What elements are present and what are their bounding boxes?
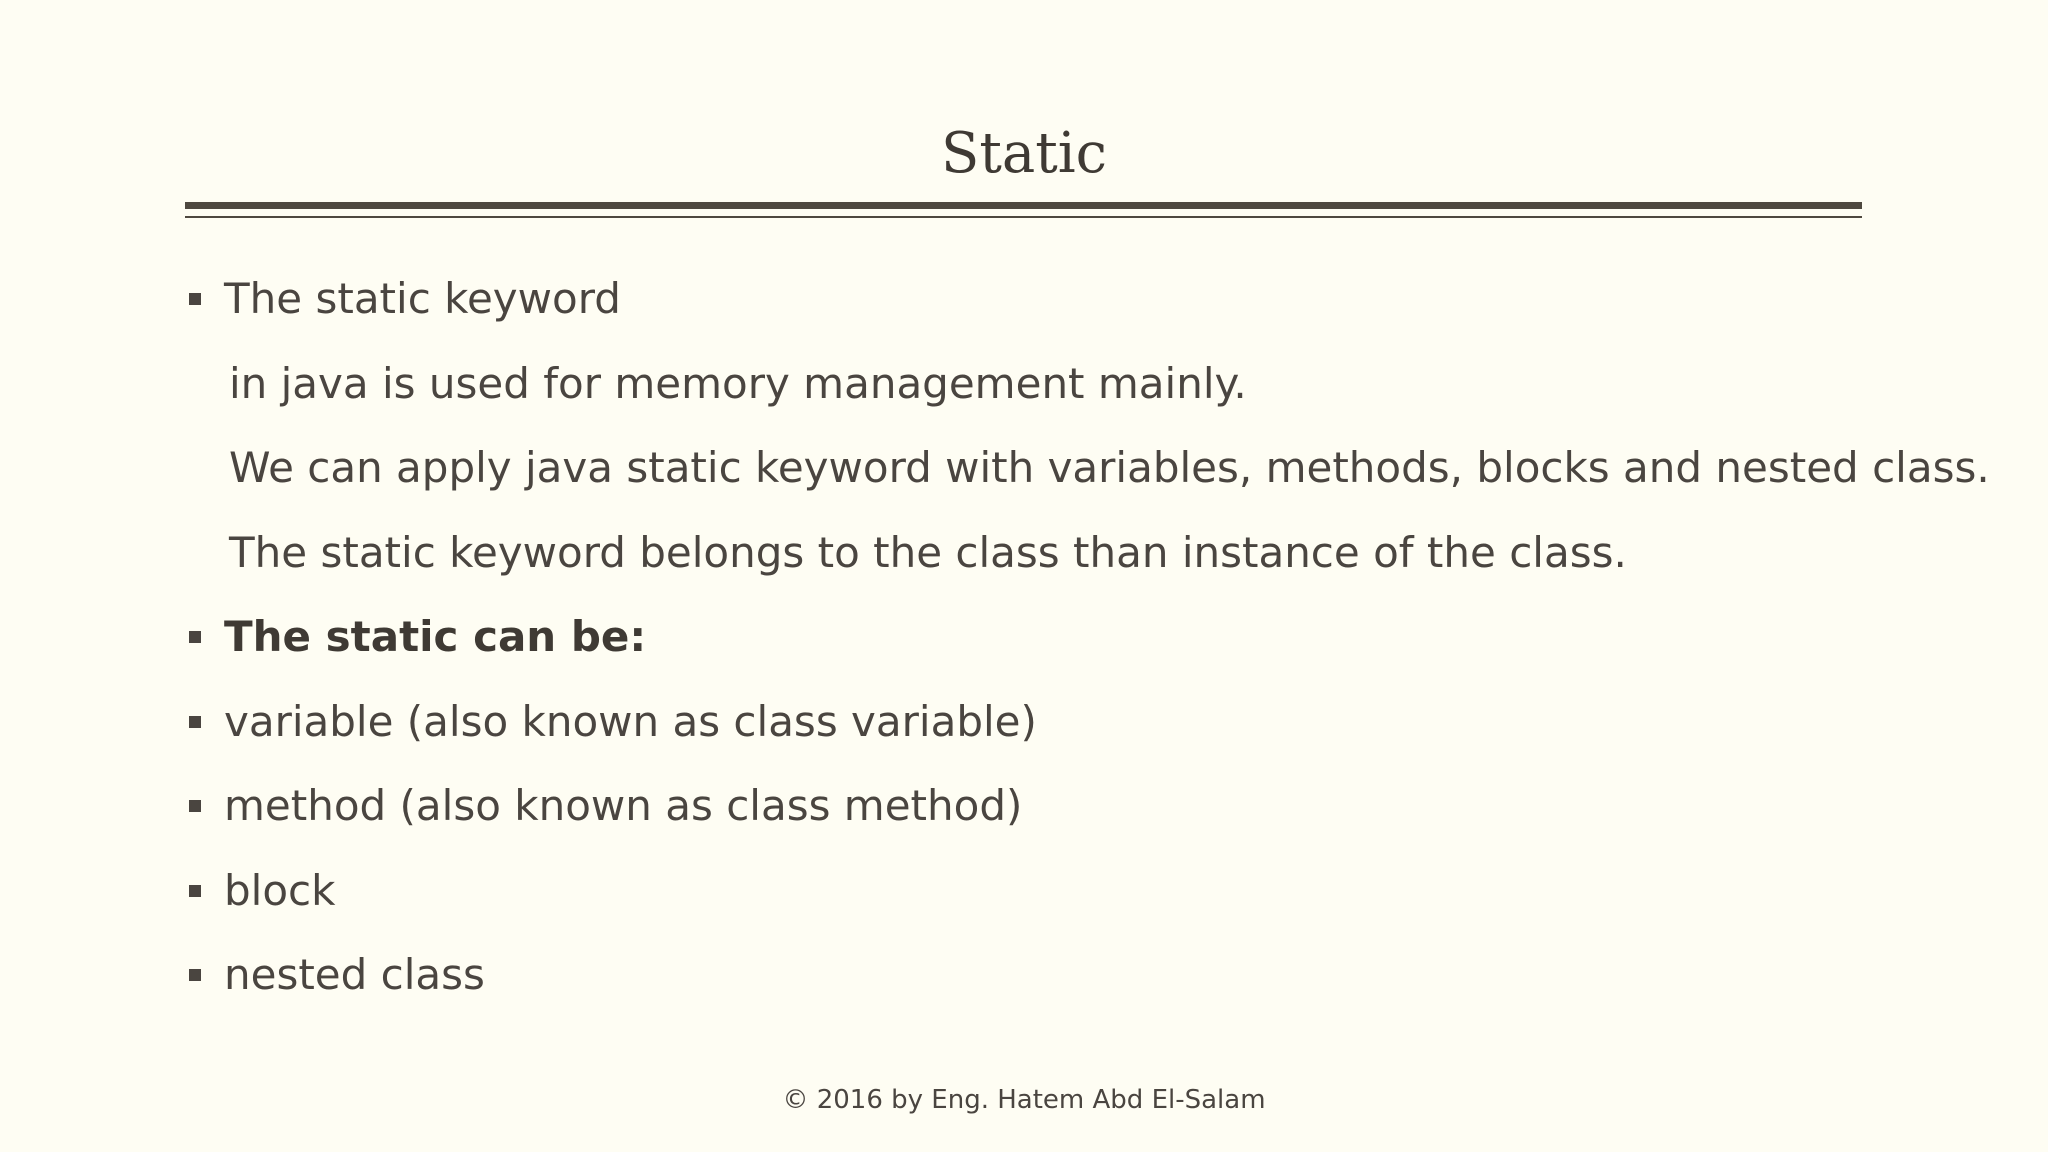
list-item-text: in java is used for memory management mainly. (229, 358, 1247, 408)
list-item-text: We can apply java static keyword with variables, methods, blocks and nested class. (229, 443, 1990, 492)
list-item (185, 856, 1885, 941)
title-rule-thin (185, 216, 1862, 218)
list-item-text: block (224, 865, 336, 915)
list-item (185, 940, 1885, 1025)
slide-title: Static (940, 121, 1108, 186)
list-item (185, 771, 1885, 856)
list-item-text: The static can be: (224, 612, 647, 661)
square-bullet-icon (189, 800, 201, 812)
slide-footer: © 2016 by Eng. Hatem Abd El-Salam (782, 1085, 1266, 1115)
list-item-continuation (185, 518, 1885, 603)
square-bullet-icon (189, 293, 201, 305)
square-bullet-icon (189, 716, 201, 728)
square-bullet-icon (189, 969, 201, 981)
list-item-continuation (185, 433, 1990, 518)
list-item-text: variable (also known as class variable) (224, 696, 1037, 746)
list-item-continuation (185, 349, 1885, 434)
list-item (185, 264, 1885, 349)
title-rule-thick (185, 202, 1862, 209)
list-item (185, 602, 1885, 687)
square-bullet-icon (189, 631, 201, 643)
list-item (185, 687, 1885, 772)
bullet-list (185, 264, 1990, 1025)
list-item-text: method (also known as class method) (224, 781, 1023, 830)
list-item-text: The static keyword belongs to the class than instance of the class. (229, 527, 1627, 577)
square-bullet-icon (189, 885, 201, 897)
list-item-text: nested class (224, 950, 485, 999)
list-item-text: The static keyword (224, 274, 621, 323)
